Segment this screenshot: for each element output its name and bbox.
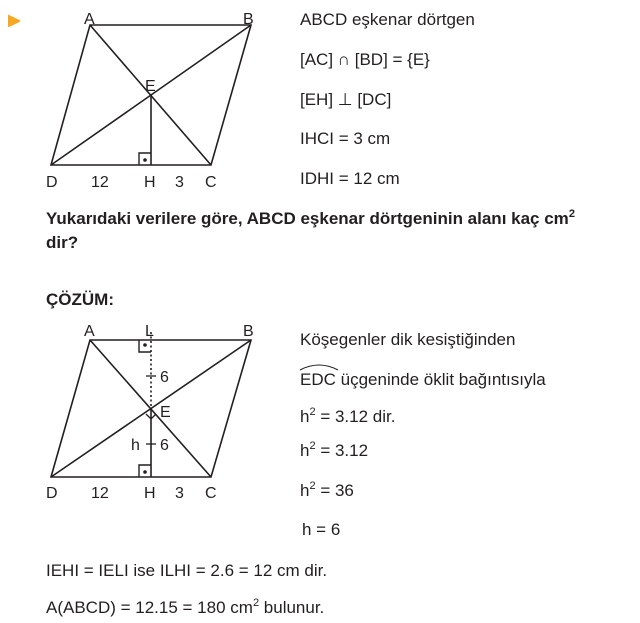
conclusion-line-2: A(ABCD) = 12.15 = 180 $cm^2$ bulunur. [46,597,325,617]
given-line-4: IHCI = 3 cm [300,129,391,148]
rhombus-figure-2 [40,315,280,508]
step-6: h = 6 [302,520,341,539]
vertex-label-b-2: B [243,323,254,340]
segment-dh-label: 12 [91,174,109,191]
segment-hc-label: 3 [175,174,184,191]
given-line-3: [EH] ⊥ [DC] [300,90,392,109]
vertex-label-h-2: H [144,485,156,502]
question-line-1: Yukarıdaki verilere göre, ABCD eşkenar dörtgeninin alanı kaç cm [46,209,569,228]
given-line-1: ABCD eşkenar dörtgen [300,10,475,29]
step-3: $h^2 = 3.12$ dir. [300,406,396,426]
play-triangle-icon [6,13,22,29]
vertex-label-d: D [46,174,58,191]
given-line-5: IDHI = 12 cm [300,169,400,188]
vertex-label-b: B [243,11,254,28]
segment-dh-label-2: 12 [91,485,109,502]
segment-eh-label: 6 [160,437,169,454]
given-line-2: [AC] ∩ [BD] = {E} [300,50,430,69]
segment-hc-label-2: 3 [175,485,184,502]
segment-le-label: 6 [160,369,169,386]
step-4: $h^2 = 3.12$ [300,440,369,460]
step-2-text: üçgeninde öklit bağıntısıyla [335,370,546,389]
vertex-label-a: A [84,11,95,28]
vertex-label-c: C [205,174,217,191]
vertex-label-a-2: A [84,323,95,340]
question-superscript: 2 [568,208,575,220]
question-line-2: dir? [46,233,79,252]
vertex-label-c-2: C [205,485,217,502]
rhombus-figure-1 [40,0,280,196]
vertex-label-d-2: D [46,485,58,502]
step-5: $h^2 = 36$ [300,480,354,500]
conclusion-line-1: IEHI = IELI ise ILHI = 2.6 = 12 cm dir. [46,561,328,580]
solution-heading: ÇÖZÜM: [46,290,114,309]
variable-h-label: h [131,437,140,454]
vertex-label-e: E [145,78,156,95]
step-2 [300,370,546,390]
vertex-label-l: L [145,323,154,340]
angle-arc-icon [299,363,339,371]
question-text [46,209,575,229]
vertex-label-e-2: E [160,404,171,421]
triangle-edc: EDC [300,370,336,390]
step-1: Köşegenler dik kesiştiğinden [300,330,516,349]
vertex-label-h: H [144,174,156,191]
